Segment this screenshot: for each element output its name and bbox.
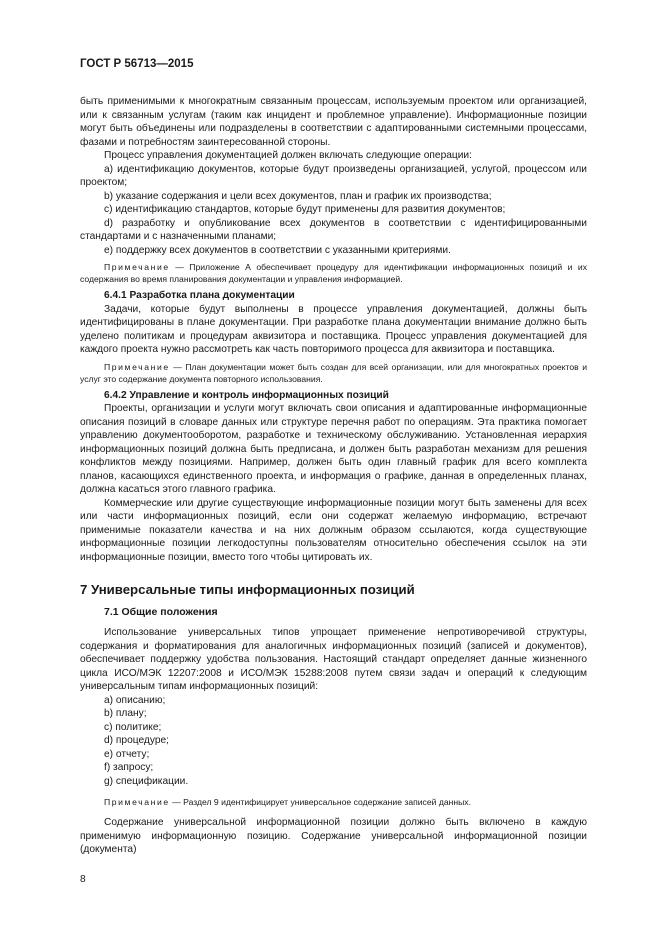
- paragraph: Содержание универсальной информационной позиции должно быть включено в каждую применимую информационную позицию. Содержание универсальной информационной позиции (документа): [80, 817, 587, 855]
- paragraph: Коммерческие или другие существующие информационные позиции могут быть заменены для всех или части информационных позиций, если они содержат желаемую информацию, встречают применимые показатели качества и на них должным образом ссылаются, когда существующие информационные позиции легкодоступны пользователям относительно обеспечения ссылок на эти информационные позиции, вместо того чтобы цитировать их.: [80, 497, 587, 563]
- paragraph: Использование универсальных типов упрощает применение непротиворечивой структуры, содержания и форматирования для аналогичных информационных позиций (записей и документов), обеспечивает поддержку удобства пользования. Настоящий стандарт определяет данные жизненного цикла ИСО/МЭК 12207:2008 и ИСО/МЭК 15288:2008 путем связи задач и операций к следующим универсальным типам информационных позиций:: [80, 627, 587, 692]
- list-item: d) процедуре;: [104, 735, 169, 746]
- note-label: Примечание: [104, 797, 170, 807]
- page-content: [80, 95, 587, 857]
- paragraph: быть применимыми к многократным связанным процессам, используемым проектом или организацией, или к связанным услугам (таким как инцидент и проблемное управление). Информационные позиции могут быть объединены или подразделены в соответствии с адаптированными системными процессами, фазами и потребностям заинтересованной стороны.: [80, 96, 587, 148]
- note: [80, 796, 587, 808]
- list-item: a) идентификацию документов, которые будут произведены организацией, услугой, процессом или проектом;: [80, 163, 587, 188]
- list-item: g) спецификации.: [104, 775, 189, 787]
- list-item: e) отчету;: [104, 748, 150, 760]
- note: [80, 361, 587, 385]
- paragraph: Задачи, которые будут выполнены в процессе управления документацией, должны быть идентифицированы в плане документации. При разработке плана документации внимание должно быть уделено политикам и процедурам аквизитора и поставщика. Процесс управления документацией для каждого проекта нужно рассмотреть как часть повторимого процесса для аквизитора и поставщика.: [80, 303, 587, 355]
- page-number: 8: [80, 874, 86, 885]
- paragraph: Процесс управления документацией должен включать следующие операции:: [104, 150, 472, 161]
- note-text: — План документации может быть создан для всей организации, или для многократных проектов и услуг это содержание документа повторного использования.: [80, 361, 587, 384]
- list-item: b) указание содержания и цели всех документов, план и график их производства;: [104, 190, 492, 202]
- note: [80, 261, 587, 285]
- note-label: Примечание: [104, 361, 170, 372]
- list-item: b) плану;: [104, 708, 147, 719]
- section-heading-6-4-2: 6.4.2 Управление и контроль информационных позиций: [104, 389, 389, 401]
- list-item: e) поддержку всех документов в соответствии с указанными критериями.: [104, 244, 451, 256]
- list-item: d) разработку и опубликование всех документов в соответствии с идентифицированными стандартами и с назначенными планами;: [80, 217, 587, 242]
- document-header: ГОСТ Р 56713—2015: [80, 58, 194, 70]
- paragraph: Проекты, организации и услуги могут включать свои описания и адаптированные информационные описания позиций в словаре данных или структуре перечня работ по операциям. Эта практика помогает управлению документооборотом, разработке и техническому обслуживанию. Установленная иерархия информационных позиций должна быть предписана, и должен быть разработан механизм для решения конфликтов между позициями. Например, должен быть один главный график для всего комплекта планов, касающихся единственного проекта, и информация о графике, данная в определенных планах, должна касаться этого главного графика.: [80, 403, 587, 495]
- list-item: f) запросу;: [104, 762, 154, 773]
- note-label: Примечание: [104, 262, 170, 272]
- list-item: c) идентификацию стандартов, которые будут применены для развития документов;: [104, 204, 506, 215]
- section-heading-7-1: 7.1 Общие положения: [104, 606, 218, 618]
- section-heading-6-4-1: 6.4.1 Разработка плана документации: [104, 290, 295, 301]
- section-heading-7: 7 Универсальные типы информационных позиций: [80, 582, 415, 597]
- list-item: c) политике;: [104, 721, 162, 733]
- note-text: — Приложение А обеспечивает процедуру для идентификации информационных позиций и их содержания во время планирования документации и управления информацией.: [80, 262, 587, 284]
- note-text: — Раздел 9 идентифицирует универсальное содержание записей данных.: [169, 797, 471, 807]
- list-item: a) описанию;: [104, 694, 166, 706]
